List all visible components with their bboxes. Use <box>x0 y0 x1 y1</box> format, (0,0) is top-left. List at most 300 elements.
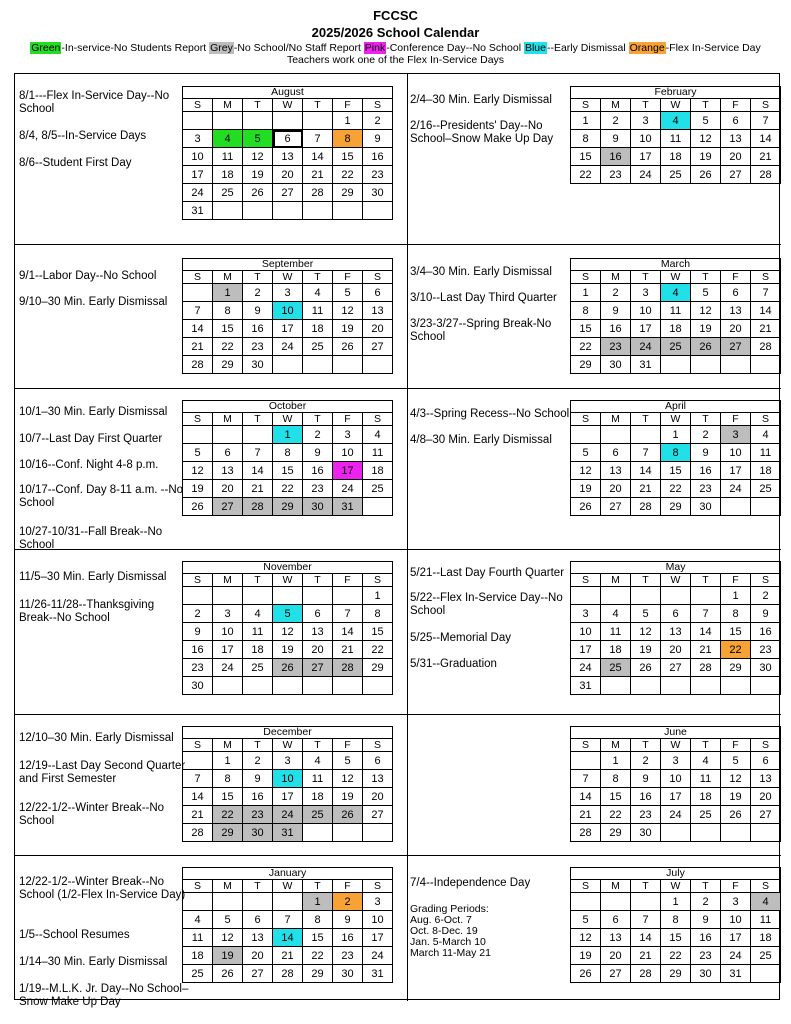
weekday-header: S <box>183 574 213 587</box>
day-cell: 27 <box>363 806 393 824</box>
day-cell: 21 <box>631 480 661 498</box>
day-cell: 3 <box>363 893 393 911</box>
day-cell: 8 <box>601 770 631 788</box>
day-cell: 4 <box>691 752 721 770</box>
day-cell: 22 <box>273 480 303 498</box>
day-cell: 5 <box>691 112 721 130</box>
day-cell: 28 <box>273 965 303 983</box>
day-cell: 22 <box>661 480 691 498</box>
weekday-header: M <box>213 99 243 112</box>
day-cell: 8 <box>303 911 333 929</box>
day-cell: 7 <box>631 444 661 462</box>
day-cell: 4 <box>243 605 273 623</box>
day-cell: 8 <box>213 770 243 788</box>
day-cell: 30 <box>631 824 661 842</box>
weekday-header: M <box>213 739 243 752</box>
day-cell: 9 <box>691 444 721 462</box>
empty-cell <box>363 202 393 220</box>
day-cell: 30 <box>333 965 363 983</box>
day-cell: 10 <box>333 444 363 462</box>
day-cell: 3 <box>631 284 661 302</box>
legend-key-blue: Blue <box>524 42 546 54</box>
day-cell: 1 <box>661 893 691 911</box>
weekday-header: W <box>273 574 303 587</box>
weekday-header: T <box>691 413 721 426</box>
day-cell: 14 <box>691 623 721 641</box>
day-cell: 21 <box>333 641 363 659</box>
empty-cell <box>273 677 303 695</box>
grading-period-line: Aug. 6-Oct. 7 <box>410 914 472 926</box>
weekday-header: T <box>303 880 333 893</box>
day-cell: 25 <box>363 480 393 498</box>
day-cell: 3 <box>571 605 601 623</box>
day-cell: 17 <box>273 788 303 806</box>
event-item: 10/16--Conf. Night 4-8 p.m. <box>19 459 159 471</box>
weekday-header: F <box>333 271 363 284</box>
day-cell: 21 <box>751 148 781 166</box>
event-item: 10/17--Conf. Day 8-11 a.m. --No School <box>19 484 184 509</box>
day-cell: 14 <box>273 929 303 947</box>
day-cell: 23 <box>601 338 631 356</box>
empty-cell <box>213 677 243 695</box>
day-cell: 25 <box>661 166 691 184</box>
day-cell: 20 <box>363 320 393 338</box>
empty-cell <box>691 677 721 695</box>
day-cell: 12 <box>721 770 751 788</box>
day-cell: 6 <box>661 605 691 623</box>
day-cell: 24 <box>571 659 601 677</box>
day-cell: 4 <box>751 426 781 444</box>
month-name: October <box>183 401 393 413</box>
empty-cell <box>601 893 631 911</box>
day-cell: 26 <box>333 338 363 356</box>
day-cell: 22 <box>721 641 751 659</box>
day-cell: 6 <box>751 752 781 770</box>
day-cell: 28 <box>183 824 213 842</box>
day-cell: 12 <box>333 770 363 788</box>
empty-cell <box>243 112 273 130</box>
day-cell: 18 <box>363 462 393 480</box>
month-calendar-february <box>570 86 781 184</box>
day-cell: 29 <box>303 965 333 983</box>
empty-cell <box>721 824 751 842</box>
day-cell: 2 <box>363 112 393 130</box>
event-item: 5/31--Graduation <box>410 658 497 670</box>
day-cell: 21 <box>183 338 213 356</box>
day-cell: 18 <box>213 166 243 184</box>
empty-cell <box>363 824 393 842</box>
day-cell: 11 <box>303 770 333 788</box>
weekday-header: T <box>303 574 333 587</box>
day-cell: 15 <box>661 929 691 947</box>
day-cell: 7 <box>571 770 601 788</box>
day-cell: 28 <box>571 824 601 842</box>
month-calendar-august <box>182 86 393 220</box>
day-cell: 18 <box>601 641 631 659</box>
day-cell: 29 <box>661 498 691 516</box>
day-cell: 1 <box>661 426 691 444</box>
legend-key-grey: Grey <box>210 42 233 54</box>
day-cell: 9 <box>183 623 213 641</box>
day-cell: 12 <box>333 302 363 320</box>
day-cell: 2 <box>303 426 333 444</box>
day-cell: 14 <box>631 462 661 480</box>
empty-cell <box>601 677 631 695</box>
month-name: April <box>571 401 781 413</box>
empty-cell <box>243 202 273 220</box>
weekday-header: F <box>333 739 363 752</box>
day-cell: 10 <box>571 623 601 641</box>
empty-cell <box>303 202 333 220</box>
day-cell: 19 <box>333 788 363 806</box>
weekday-header: S <box>571 574 601 587</box>
month-name: May <box>571 562 781 574</box>
weekday-header: S <box>571 271 601 284</box>
empty-cell <box>303 356 333 374</box>
day-cell: 9 <box>243 302 273 320</box>
weekday-header: T <box>691 739 721 752</box>
day-cell: 30 <box>243 824 273 842</box>
weekday-header: T <box>243 413 273 426</box>
empty-cell <box>751 356 781 374</box>
day-cell: 24 <box>631 166 661 184</box>
day-cell: 4 <box>363 426 393 444</box>
day-cell: 23 <box>183 659 213 677</box>
empty-cell <box>273 112 303 130</box>
day-cell: 30 <box>363 184 393 202</box>
day-cell: 5 <box>571 444 601 462</box>
day-cell: 29 <box>213 824 243 842</box>
empty-cell <box>213 202 243 220</box>
day-cell: 17 <box>333 462 363 480</box>
legend-key-pink: Pink <box>364 42 386 54</box>
day-cell: 6 <box>303 605 333 623</box>
day-cell: 16 <box>243 788 273 806</box>
empty-cell <box>303 824 333 842</box>
day-cell: 5 <box>273 605 303 623</box>
day-cell: 3 <box>721 893 751 911</box>
day-cell: 13 <box>751 770 781 788</box>
day-cell: 30 <box>183 677 213 695</box>
day-cell: 1 <box>363 587 393 605</box>
empty-cell <box>631 893 661 911</box>
weekday-header: M <box>213 880 243 893</box>
empty-cell <box>661 824 691 842</box>
day-cell: 26 <box>333 806 363 824</box>
weekday-header: S <box>183 880 213 893</box>
month-calendar-april <box>570 400 781 516</box>
day-cell: 18 <box>751 462 781 480</box>
day-cell: 17 <box>721 462 751 480</box>
day-cell: 5 <box>721 752 751 770</box>
weekday-header: T <box>303 99 333 112</box>
weekday-header: F <box>721 271 751 284</box>
event-item: 2/4–30 Min. Early Dismissal <box>410 94 552 106</box>
day-cell: 26 <box>213 965 243 983</box>
weekday-header: S <box>183 413 213 426</box>
event-item: 4/3--Spring Recess--No School <box>410 408 570 420</box>
day-cell: 15 <box>721 623 751 641</box>
day-cell: 28 <box>751 166 781 184</box>
empty-cell <box>691 356 721 374</box>
day-cell: 7 <box>333 605 363 623</box>
month-name: June <box>571 727 781 739</box>
empty-cell <box>601 426 631 444</box>
weekday-header: F <box>721 739 751 752</box>
day-cell: 22 <box>661 947 691 965</box>
weekday-header: W <box>661 880 691 893</box>
day-cell: 1 <box>213 284 243 302</box>
day-cell: 8 <box>333 130 363 148</box>
day-cell: 13 <box>721 302 751 320</box>
divider <box>15 855 781 856</box>
month-calendar-september <box>182 258 393 374</box>
day-cell: 14 <box>333 623 363 641</box>
day-cell: 23 <box>333 947 363 965</box>
day-cell: 18 <box>661 148 691 166</box>
day-cell: 29 <box>213 356 243 374</box>
day-cell: 1 <box>213 752 243 770</box>
grading-period-line: March 11-May 21 <box>410 947 491 959</box>
day-cell: 24 <box>661 806 691 824</box>
day-cell: 6 <box>363 284 393 302</box>
weekday-header: M <box>213 413 243 426</box>
day-cell: 28 <box>303 184 333 202</box>
day-cell: 24 <box>183 184 213 202</box>
day-cell: 28 <box>243 498 273 516</box>
day-cell: 18 <box>303 320 333 338</box>
day-cell: 31 <box>631 356 661 374</box>
day-cell: 9 <box>601 302 631 320</box>
day-cell: 15 <box>273 462 303 480</box>
day-cell: 23 <box>243 338 273 356</box>
day-cell: 13 <box>303 623 333 641</box>
day-cell: 8 <box>661 911 691 929</box>
empty-cell <box>213 426 243 444</box>
empty-cell <box>333 677 363 695</box>
empty-cell <box>303 587 333 605</box>
day-cell: 19 <box>243 166 273 184</box>
day-cell: 22 <box>571 338 601 356</box>
day-cell: 24 <box>721 947 751 965</box>
day-cell: 13 <box>601 462 631 480</box>
day-cell: 30 <box>601 356 631 374</box>
day-cell: 10 <box>721 444 751 462</box>
day-cell: 27 <box>363 338 393 356</box>
month-name: December <box>183 727 393 739</box>
day-cell: 13 <box>601 929 631 947</box>
day-cell: 29 <box>273 498 303 516</box>
day-cell: 27 <box>273 184 303 202</box>
empty-cell <box>363 677 393 695</box>
day-cell: 3 <box>631 112 661 130</box>
day-cell: 22 <box>213 338 243 356</box>
weekday-header: W <box>273 739 303 752</box>
day-cell: 28 <box>751 338 781 356</box>
empty-cell <box>303 677 333 695</box>
day-cell: 8 <box>213 302 243 320</box>
empty-cell <box>751 677 781 695</box>
day-cell: 6 <box>721 284 751 302</box>
day-cell: 1 <box>333 112 363 130</box>
weekday-header: T <box>243 271 273 284</box>
weekday-header: W <box>661 574 691 587</box>
day-cell: 16 <box>363 148 393 166</box>
event-item: 1/14–30 Min. Early Dismissal <box>19 956 168 968</box>
weekday-header: S <box>183 271 213 284</box>
weekday-header: M <box>601 880 631 893</box>
day-cell: 22 <box>571 166 601 184</box>
day-cell: 6 <box>213 444 243 462</box>
day-cell: 18 <box>303 788 333 806</box>
event-item: 3/10--Last Day Third Quarter <box>410 292 557 304</box>
empty-cell <box>243 587 273 605</box>
weekday-header: S <box>571 413 601 426</box>
day-cell: 6 <box>243 911 273 929</box>
day-cell: 20 <box>751 788 781 806</box>
calendar-grid <box>14 73 780 1008</box>
day-cell: 11 <box>213 148 243 166</box>
day-cell: 14 <box>571 788 601 806</box>
day-cell: 23 <box>303 480 333 498</box>
day-cell: 24 <box>333 480 363 498</box>
day-cell: 25 <box>601 659 631 677</box>
weekday-header: T <box>691 271 721 284</box>
day-cell: 24 <box>273 806 303 824</box>
day-cell: 20 <box>303 641 333 659</box>
day-cell: 12 <box>691 130 721 148</box>
day-cell: 27 <box>601 498 631 516</box>
event-item: 3/4–30 Min. Early Dismissal <box>410 266 552 278</box>
empty-cell <box>721 356 751 374</box>
weekday-header: S <box>751 99 781 112</box>
day-cell: 24 <box>213 659 243 677</box>
month-calendar-october <box>182 400 393 516</box>
day-cell: 31 <box>571 677 601 695</box>
day-cell: 23 <box>243 806 273 824</box>
day-cell: 12 <box>273 623 303 641</box>
day-cell: 23 <box>363 166 393 184</box>
day-cell: 26 <box>631 659 661 677</box>
weekday-header: S <box>571 99 601 112</box>
grading-periods-title: Grading Periods: <box>410 903 489 915</box>
weekday-header: S <box>183 739 213 752</box>
day-cell: 15 <box>303 929 333 947</box>
month-name: August <box>183 87 393 99</box>
weekday-header: F <box>333 880 363 893</box>
day-cell: 10 <box>183 148 213 166</box>
weekday-header: F <box>721 413 751 426</box>
day-cell: 27 <box>303 659 333 677</box>
day-cell: 11 <box>661 302 691 320</box>
day-cell: 20 <box>601 480 631 498</box>
day-cell: 12 <box>631 623 661 641</box>
day-cell: 16 <box>243 320 273 338</box>
day-cell: 7 <box>303 130 333 148</box>
day-cell: 3 <box>661 752 691 770</box>
day-cell: 31 <box>183 202 213 220</box>
day-cell: 17 <box>273 320 303 338</box>
day-cell: 8 <box>273 444 303 462</box>
legend-desc-blue: --Early Dismissal <box>546 42 629 54</box>
day-cell: 15 <box>213 320 243 338</box>
month-name: November <box>183 562 393 574</box>
day-cell: 6 <box>601 444 631 462</box>
day-cell: 8 <box>721 605 751 623</box>
empty-cell <box>333 587 363 605</box>
day-cell: 17 <box>661 788 691 806</box>
day-cell: 15 <box>363 623 393 641</box>
day-cell: 26 <box>691 166 721 184</box>
empty-cell <box>661 677 691 695</box>
empty-cell <box>213 587 243 605</box>
weekday-header: T <box>243 739 273 752</box>
day-cell: 9 <box>751 605 781 623</box>
day-cell: 27 <box>601 965 631 983</box>
weekday-header: S <box>363 880 393 893</box>
weekday-header: W <box>273 271 303 284</box>
day-cell: 10 <box>363 911 393 929</box>
empty-cell <box>273 202 303 220</box>
day-cell: 7 <box>691 605 721 623</box>
day-cell: 16 <box>601 148 631 166</box>
divider <box>15 388 781 389</box>
day-cell: 19 <box>691 320 721 338</box>
day-cell: 26 <box>691 338 721 356</box>
day-cell: 14 <box>751 130 781 148</box>
day-cell: 20 <box>601 947 631 965</box>
day-cell: 20 <box>721 148 751 166</box>
day-cell: 18 <box>661 320 691 338</box>
day-cell: 25 <box>303 338 333 356</box>
weekday-header: F <box>721 99 751 112</box>
legend-note: Teachers work one of the Flex In-Service Days <box>286 54 505 66</box>
day-cell: 14 <box>183 788 213 806</box>
event-item: 11/26-11/28--Thanksgiving Break--No School <box>19 599 155 624</box>
day-cell: 13 <box>273 148 303 166</box>
weekday-header: S <box>751 880 781 893</box>
day-cell: 23 <box>631 806 661 824</box>
empty-cell <box>213 112 243 130</box>
day-cell: 4 <box>303 752 333 770</box>
empty-cell <box>273 356 303 374</box>
day-cell: 23 <box>751 641 781 659</box>
day-cell: 1 <box>273 426 303 444</box>
event-item: 1/19--M.L.K. Jr. Day--No School–Snow Make Up Day <box>19 983 189 1008</box>
day-cell: 6 <box>363 752 393 770</box>
day-cell: 26 <box>571 965 601 983</box>
weekday-header: S <box>571 880 601 893</box>
event-item: 5/22--Flex In-Service Day--No School <box>410 592 563 617</box>
day-cell: 26 <box>571 498 601 516</box>
day-cell: 2 <box>243 752 273 770</box>
day-cell: 22 <box>363 641 393 659</box>
day-cell: 20 <box>721 320 751 338</box>
weekday-header: M <box>601 99 631 112</box>
weekday-header: T <box>631 739 661 752</box>
grading-period-line: Jan. 5-March 10 <box>410 936 486 948</box>
weekday-header: W <box>661 99 691 112</box>
divider <box>15 714 781 715</box>
day-cell: 29 <box>661 965 691 983</box>
day-cell: 11 <box>751 444 781 462</box>
empty-cell <box>691 824 721 842</box>
day-cell: 19 <box>183 480 213 498</box>
weekday-header: F <box>333 413 363 426</box>
month-calendar-may <box>570 561 781 695</box>
day-cell: 3 <box>213 605 243 623</box>
weekday-header: T <box>243 99 273 112</box>
